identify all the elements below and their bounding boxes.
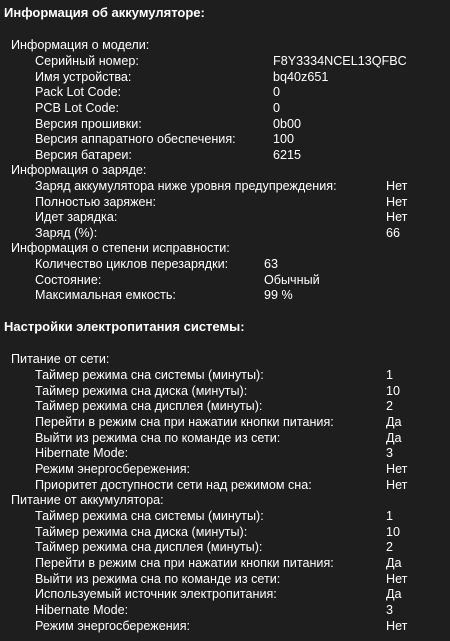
info-key: Таймер режима сна дисплея (минуты): <box>35 399 263 414</box>
info-row <box>35 225 450 241</box>
info-key: Перейти в режим сна при нажатии кнопки питания: <box>35 414 334 429</box>
info-value: 3 <box>386 446 394 461</box>
info-row <box>35 571 450 587</box>
info-key: Максимальная емкость: <box>35 288 176 303</box>
info-key: Таймер режима сна диска (минуты): <box>35 524 248 539</box>
info-value: 0b00 <box>273 116 302 131</box>
info-key: Выйти из режима сна по команде из сети: <box>35 571 281 586</box>
info-key: Hibernate Mode: <box>35 602 129 617</box>
info-key: Имя устройства: <box>35 69 132 84</box>
info-key: Режим энергосбережения: <box>35 618 191 633</box>
info-row <box>35 131 450 147</box>
info-value: Нет <box>386 618 408 633</box>
info-row <box>35 383 450 399</box>
info-value: F8Y3334NCEL13QFBC <box>273 54 407 68</box>
info-key: Приоритет доступности сети над режимом сна: <box>35 477 312 492</box>
info-value: 66 <box>386 225 401 240</box>
info-value: 2 <box>386 540 394 555</box>
info-row <box>35 398 450 414</box>
battery-power-label: Питание от аккумулятора: <box>11 493 164 507</box>
info-value: bq40z651 <box>273 69 329 84</box>
info-row <box>35 116 450 132</box>
info-value: 100 <box>273 132 295 147</box>
info-row <box>35 178 450 194</box>
charge-info-label: Информация о заряде: <box>11 163 147 177</box>
info-value: 2 <box>386 399 394 414</box>
info-value: 10 <box>386 383 401 398</box>
info-key: Перейти в режим сна при нажатии кнопки питания: <box>35 555 334 570</box>
info-row <box>35 445 450 461</box>
info-value: Нет <box>386 179 408 193</box>
info-value: 1 <box>386 509 394 523</box>
info-value: 63 <box>264 257 279 271</box>
info-row <box>35 209 450 225</box>
info-row <box>35 147 450 163</box>
info-value: Да <box>386 430 402 445</box>
info-key: Идет зарядка: <box>35 210 118 225</box>
info-row <box>35 508 450 524</box>
info-key: Заряд (%): <box>35 225 98 240</box>
info-key: Полностью заряжен: <box>35 194 156 209</box>
info-row <box>35 100 450 116</box>
battery-info-title: Информация об аккумуляторе: <box>4 5 205 20</box>
model-info-label: Информация о модели: <box>11 38 150 52</box>
info-row <box>35 414 450 430</box>
info-row <box>35 430 450 446</box>
info-value: 6215 <box>273 147 302 162</box>
info-row <box>35 69 450 85</box>
info-value: Нет <box>386 477 408 492</box>
info-key: Таймер режима сна диска (минуты): <box>35 383 248 398</box>
info-key: Серийный номер: <box>35 54 139 68</box>
info-row <box>35 272 450 288</box>
info-key: Hibernate Mode: <box>35 446 129 461</box>
info-row <box>35 461 450 477</box>
info-value: 1 <box>386 368 394 382</box>
info-row <box>35 555 450 571</box>
info-key: Версия аппаратного обеспечения: <box>35 132 236 147</box>
info-key: Режим энергосбережения: <box>35 461 191 476</box>
info-key: Выйти из режима сна по команде из сети: <box>35 430 281 445</box>
ac-power-label: Питание от сети: <box>11 352 110 366</box>
health-info-label: Информация о степени исправности: <box>11 241 230 255</box>
info-value: Нет <box>386 461 408 476</box>
info-row <box>35 524 450 540</box>
info-value: 0 <box>273 100 281 115</box>
info-value: 99 % <box>264 288 293 303</box>
info-key: Количество циклов перезарядки: <box>35 257 229 271</box>
info-row <box>35 539 450 555</box>
info-row <box>35 256 450 272</box>
info-value: Нет <box>386 210 408 225</box>
info-key: PCB Lot Code: <box>35 100 120 115</box>
info-row <box>35 53 450 69</box>
info-row <box>35 602 450 618</box>
info-value: 10 <box>386 524 401 539</box>
info-value: 3 <box>386 602 394 617</box>
info-row <box>35 618 450 634</box>
info-value: Обычный <box>264 272 320 287</box>
info-value: Да <box>386 555 402 570</box>
info-key: Таймер режима сна дисплея (минуты): <box>35 540 263 555</box>
info-value: 0 <box>273 85 281 100</box>
info-key: Таймер режима сна системы (минуты): <box>35 509 264 523</box>
info-row <box>35 477 450 493</box>
info-key: Pack Lot Code: <box>35 85 122 100</box>
info-key: Заряд аккумулятора ниже уровня предупреждения: <box>35 179 337 193</box>
info-row <box>35 287 450 303</box>
info-value: Да <box>386 414 402 429</box>
info-row <box>35 586 450 602</box>
power-settings-title: Настройки электропитания системы: <box>4 319 245 334</box>
info-key: Таймер режима сна системы (минуты): <box>35 368 264 382</box>
info-row <box>35 84 450 100</box>
info-key: Версия батареи: <box>35 147 132 162</box>
info-value: Нет <box>386 194 408 209</box>
info-value: Да <box>386 587 402 602</box>
info-row <box>35 194 450 210</box>
info-row <box>35 367 450 383</box>
info-key: Состояние: <box>35 272 102 287</box>
info-key: Используемый источник электропитания: <box>35 587 277 602</box>
info-value: Нет <box>386 571 408 586</box>
info-key: Версия прошивки: <box>35 116 142 131</box>
